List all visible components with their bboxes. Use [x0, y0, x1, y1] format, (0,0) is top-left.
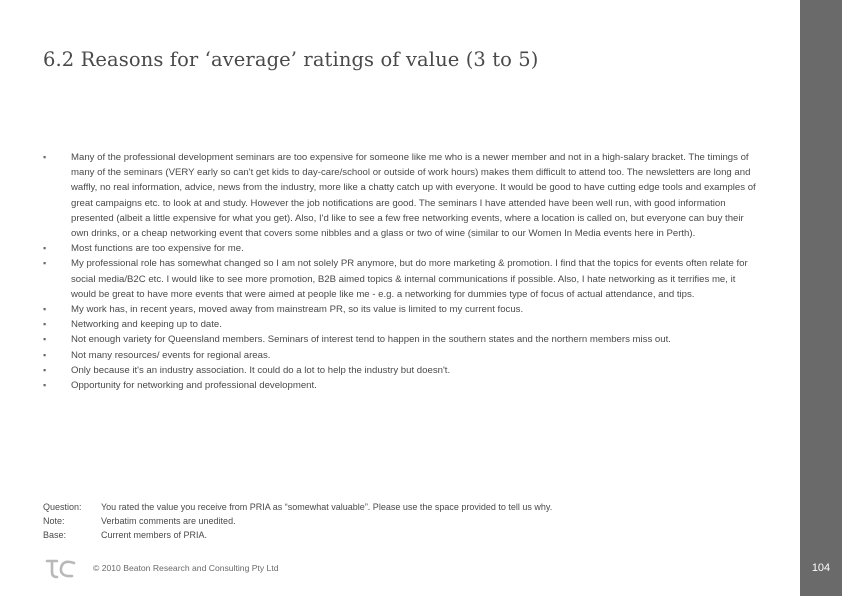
- comment-text: Not many resources/ events for regional areas.: [71, 349, 271, 361]
- note-text: Verbatim comments are unedited.: [101, 516, 236, 526]
- question-note: [43, 500, 552, 514]
- comment-text: My work has, in recent years, moved away from mainstream PR, so its value is limited to my current focus.: [71, 304, 524, 316]
- base-text: Current members of PRIA.: [101, 530, 208, 540]
- question-label: Question:: [43, 502, 82, 512]
- question-text: You rated the value you receive from PRIA as “somewhat valuable”. Please use the space provided to tell us why.: [101, 502, 553, 512]
- list-item: [43, 317, 763, 332]
- list-item: [43, 363, 763, 378]
- side-band: [800, 0, 842, 596]
- comment-text: Most functions are too expensive for me.: [71, 243, 244, 255]
- note-label: Note:: [43, 516, 65, 526]
- bullet-icon: ▪: [43, 152, 47, 162]
- copyright-text: © 2010 Beaton Research and Consulting Pty Ltd: [93, 563, 279, 573]
- base-note: [43, 528, 552, 542]
- list-item: [43, 378, 763, 393]
- page-number: 104: [811, 562, 831, 574]
- base-label: Base:: [43, 530, 67, 540]
- bullet-icon: ▪: [43, 364, 47, 375]
- list-item: [43, 302, 763, 317]
- comment-text: Many of the professional development seminars are too expensive for someone like me who is a newer member and not in a high-salary bracket. The timings of many of the seminars (VERY early so can't get kids to day-care/school or outside of work hours) makes them difficult to attend too. The newsletters are long and waffly, no real information, advice, news from the industry, more like a chatty catch up with everyone. It would be good to have cutting edge tools and examples of great campaigns etc. to look at and study. However the job notifications are good. The seminars I have attended have been well run, with good information presented (albeit a little expensive for what you get). Also, I'd like to see a few free networking events, where a location is called on, but everyone can buy their own drinks, or a cheap networking event that covers some nibbles and a glass or two of wine (similar to our Women In Media events here in Perth).: [71, 152, 756, 240]
- bullet-icon: ▪: [43, 319, 47, 330]
- comment-text: Networking and keeping up to date.: [71, 319, 222, 331]
- bullet-icon: ▪: [43, 380, 47, 391]
- comment-text: Only because it's an industry association. It could do a lot to help the industry but doesn't.: [71, 364, 451, 376]
- list-item: [43, 241, 763, 256]
- bullet-icon: ▪: [43, 334, 47, 345]
- bullet-icon: ▪: [43, 349, 47, 360]
- bullet-icon: ▪: [43, 304, 47, 315]
- list-item: [43, 256, 763, 302]
- verbatim-note: [43, 514, 552, 528]
- list-item: [43, 150, 763, 241]
- survey-notes: [43, 500, 552, 542]
- comment-text: My professional role has somewhat changed so I am not solely PR anymore, but do more marketing & promotion. I find that the topics for events often relate for social media/B2C etc. I would like to see more promotion, B2B aimed topics & internal communications if possible. Also, I hate networking as it terrifies me, it would be great to have more events that were aimed at people like me - e.g. a networking for dummies type of focus of actual attendance, and tips.: [71, 258, 748, 300]
- comments-list: [43, 150, 763, 393]
- slide-title: 6.2 Reasons for ‘average’ ratings of value (3 to 5): [43, 48, 539, 71]
- tc-logo-icon: [44, 556, 80, 582]
- comment-text: Opportunity for networking and professional development.: [71, 380, 317, 392]
- comment-text: Not enough variety for Queensland members. Seminars of interest tend to happen in the southern states and the northern members miss out.: [71, 334, 671, 346]
- list-item: [43, 348, 763, 363]
- list-item: [43, 332, 763, 347]
- bullet-icon: ▪: [43, 243, 47, 254]
- bullet-icon: ▪: [43, 258, 47, 269]
